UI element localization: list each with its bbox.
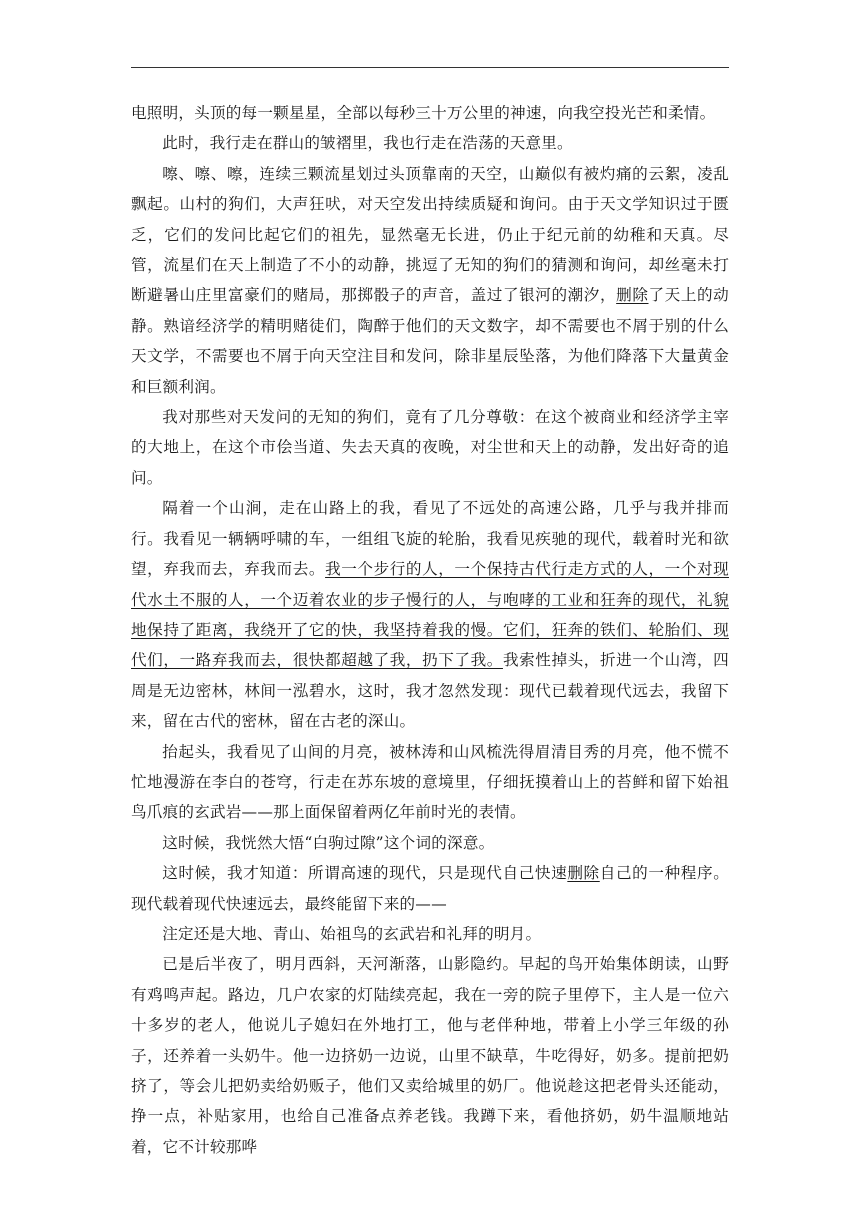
paragraph <box>131 159 729 402</box>
text-run: 了天上的动静。熟谙经济学的精明赌徒们，陶醉于他们的天文数字，却不需要也不屑于别的什么天文学，不需要也不屑于向天空注目和发问，除非星辰坠落，为他们降落下大量黄金和巨额利润。 <box>131 286 729 396</box>
paragraph <box>131 402 729 493</box>
paragraph <box>131 737 729 828</box>
paragraph <box>131 128 729 158</box>
text-run: 注定还是大地、青山、始祖鸟的玄武岩和礼拜的明月。 <box>162 924 542 943</box>
text-run: 嚓、嚓、嚓，连续三颗流星划过头顶靠南的天空，山巅似有被灼痛的云絮，凌乱飘起。山村的狗们，大声狂吠，对天空发出持续质疑和询问。由于天文学知识过于匮乏，它们的发问比起它们的祖先，显然毫无长进，仍止于纪元前的幼稚和天真。尽管，流星们在天上制造了不小的动静，挑逗了无知的狗们的猜测和询问，却丝毫未打断避暑山庄里富豪们的赌局，那掷骰子的声音，盖过了银河的潮汐， <box>131 164 729 305</box>
text-run: 此时，我行走在群山的皱褶里，我也行走在浩荡的天意里。 <box>162 134 573 153</box>
text-run: 已是后半夜了，明月西斜，天河渐落，山影隐约。早起的鸟开始集体朗读，山野有鸡鸣声起。路边，几户农家的灯陆续亮起，我在一旁的院子里停下，主人是一位六十多岁的老人，他说儿子媳妇在外地打工，他与老伴种地，带着上小学三年级的孙子，还养着一头奶牛。他一边挤奶一边说，山里不缺草，牛吃得好，奶多。提前把奶挤了，等会儿把奶卖给奶贩子，他们又卖给城里的奶厂。他说趁这把老骨头还能动，挣一点，补贴家用，也给自己准备点养老钱。我蹲下来，看他挤奶，奶牛温顺地站着，它不计较那哗 <box>131 955 729 1156</box>
paragraph <box>131 858 729 919</box>
underlined-text: 我一个步行的人，一个保持古代行走方式的人，一个对现代水土不服的人，一个迈着农业的步子慢行的人，与咆哮的工业和狂奔的现代，礼貌地保持了距离，我绕开了它的快，我坚持着我的慢。它们，狂奔的铁们、轮胎们、现代们，一路弃我而去，很快都超越了我，扔下了我。 <box>131 560 729 670</box>
text-run: 抬起头，我看见了山间的月亮，被林涛和山风梳洗得眉清目秀的月亮，他不慌不忙地漫游在李白的苍穹，行走在苏东坡的意境里，仔细抚摸着山上的苔鲜和留下始祖鸟爪痕的玄武岩——那上面保留着两亿年前时光的表情。 <box>131 742 729 822</box>
text-run: 我对那些对天发问的无知的狗们，竟有了几分尊敬：在这个被商业和经济学主宰的大地上，在这个市侩当道、失去天真的夜晚，对尘世和天上的动静，发出好奇的追问。 <box>131 408 729 487</box>
paragraph <box>131 828 729 858</box>
paragraph <box>131 98 729 128</box>
paragraph <box>131 493 729 736</box>
text-run: 自己的一种程序。现代载着现代快速远去，最终能留下来的—— <box>131 864 729 913</box>
paragraph <box>131 949 729 1162</box>
text-run: 电照明，头顶的每一颗星星，全部以每秒三十万公里的神速，向我空投光芒和柔情。 <box>131 104 716 122</box>
article-body <box>131 98 729 1162</box>
header-rule <box>131 67 729 68</box>
paragraph <box>131 919 729 949</box>
underlined-text: 删除 <box>567 864 600 883</box>
text-run: 这时候，我恍然大悟“白驹过隙”这个词的深意。 <box>162 833 495 852</box>
text-run: 这时候，我才知道：所谓高速的现代，只是现代自己快速 <box>162 864 568 883</box>
underlined-text: 删除 <box>616 286 649 305</box>
text-run: 我索性掉头，折进一个山湾，四周是无边密林，林间一泓碧水，这时，我才忽然发现：现代已载着现代远去，我留下来，留在古代的密林，留在古老的深山。 <box>131 651 729 731</box>
text-run: 隔着一个山涧，走在山路上的我，看见了不远处的高速公路，几乎与我并排而行。我看见一辆辆呼啸的车，一组组飞旋的轮胎，我看见疾驰的现代，载着时光和欲望，弃我而去，弃我而去。 <box>131 499 729 579</box>
